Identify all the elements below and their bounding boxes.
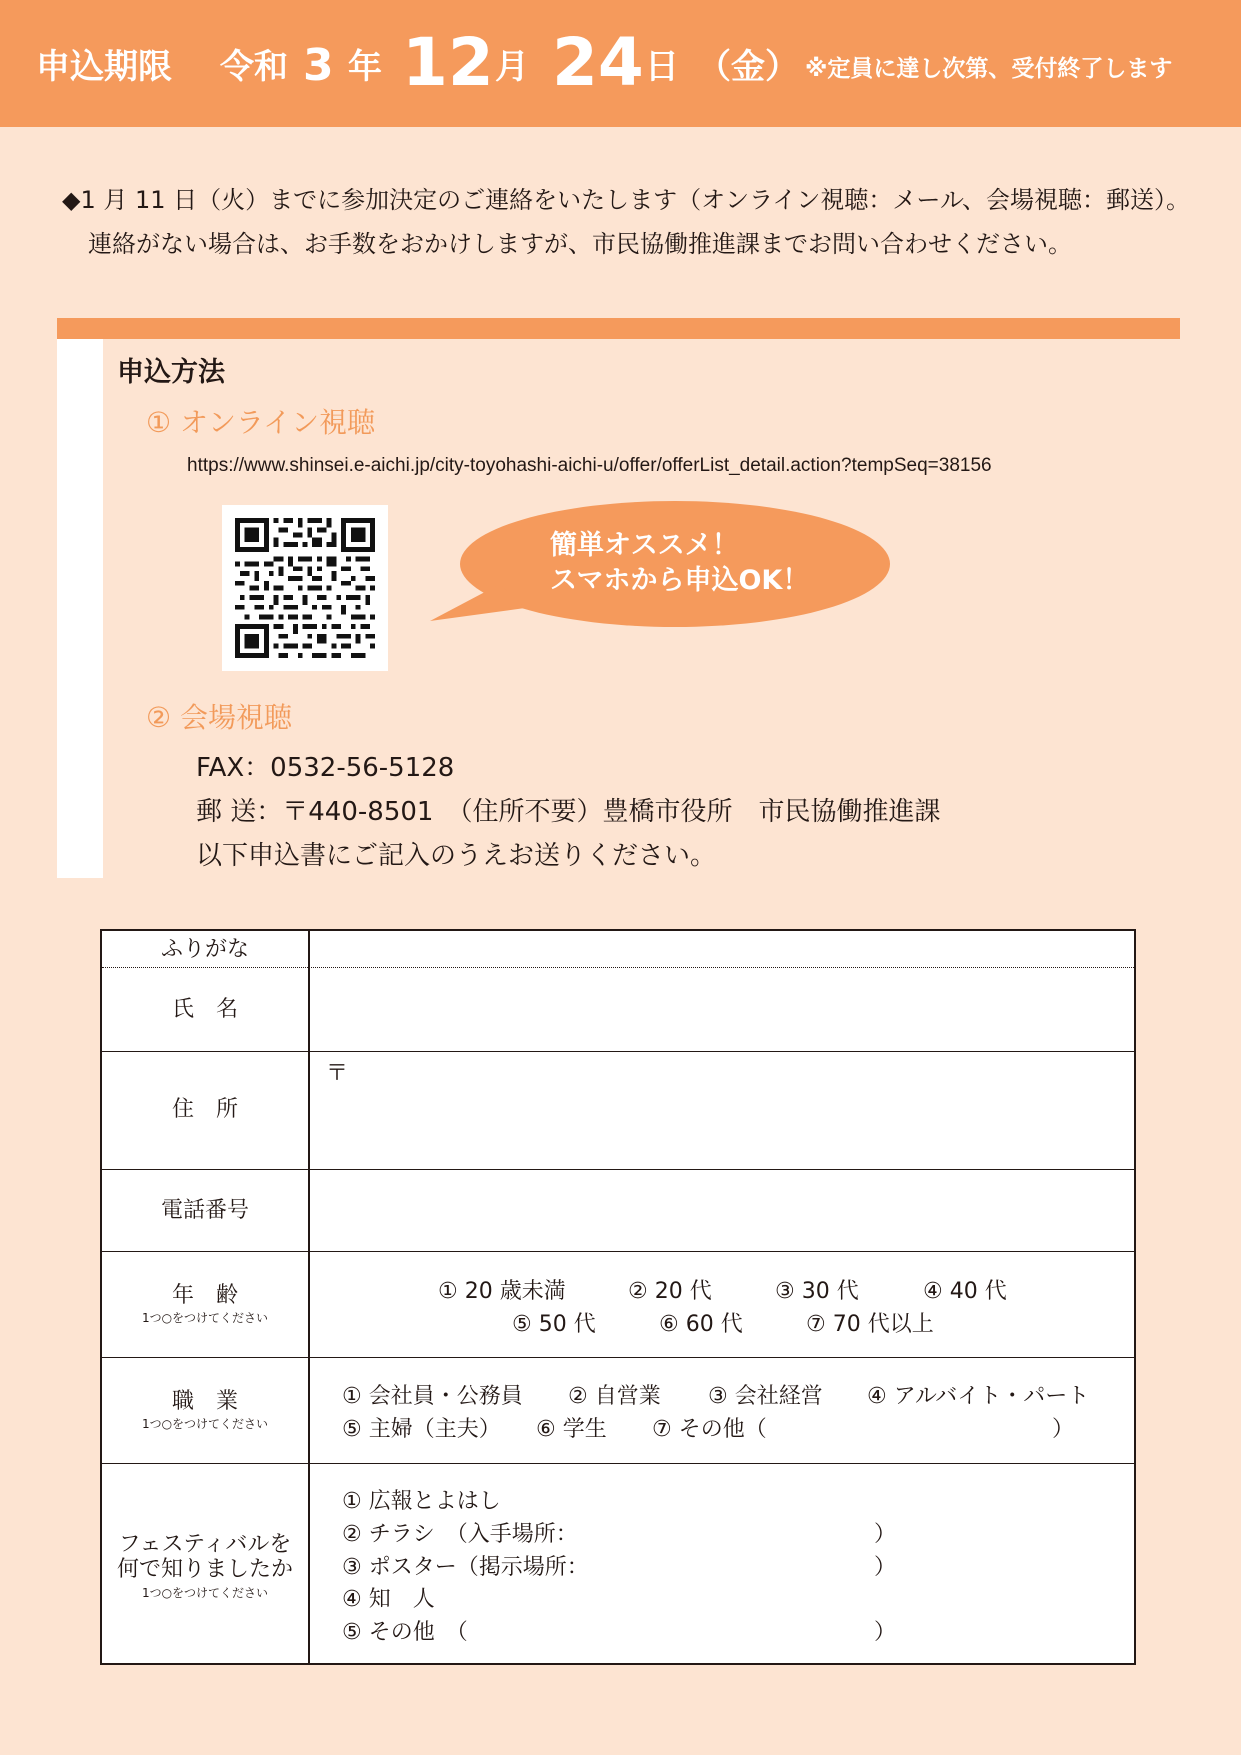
- name-label: 氏 名: [171, 997, 238, 1022]
- phone-field[interactable]: [312, 1171, 1134, 1249]
- job-close-paren: ）: [1052, 1417, 1075, 1442]
- job-option[interactable]: ⑤ 主婦（主夫）: [342, 1417, 501, 1442]
- age-option[interactable]: ⑥ 60 代: [659, 1312, 743, 1337]
- deadline-year: 3: [303, 40, 334, 91]
- age-label: 年 齢: [171, 1283, 238, 1308]
- job-option[interactable]: ⑥ 学生: [536, 1417, 607, 1442]
- source-close-paren: ）: [874, 1620, 897, 1645]
- deadline-banner: [0, 0, 1241, 127]
- age-option[interactable]: ② 20 代: [628, 1279, 712, 1304]
- mail-instruction: 以下申込書にご記入のうえお送りください。: [196, 841, 717, 871]
- row-divider: [102, 967, 1134, 968]
- mail-address: 郵 送：〒440-8501 （住所不要）豊橋市役所 市民協働推進課: [196, 797, 941, 827]
- age-option[interactable]: ④ 40 代: [923, 1279, 1007, 1304]
- fax-number: FAX：0532-56-5128: [196, 753, 455, 783]
- source-option[interactable]: ③ ポスター（掲示場所：: [342, 1555, 589, 1580]
- row-divider: [102, 1251, 1134, 1252]
- source-close-paren: ）: [874, 1555, 897, 1580]
- source-label-line-2: 何で知りましたか: [116, 1557, 293, 1583]
- method-section-bar: [57, 318, 1180, 339]
- method-title: 申込方法: [117, 357, 225, 388]
- source-option[interactable]: ② チラシ （入手場所：: [342, 1522, 578, 1547]
- job-option[interactable]: ① 会社員・公務員: [342, 1384, 523, 1409]
- online-viewing-title: ① オンライン視聴: [146, 406, 376, 439]
- deadline-day: 24: [552, 24, 644, 101]
- deadline-era: 令和: [220, 47, 288, 87]
- deadline-year-unit: 年: [348, 47, 382, 87]
- age-option[interactable]: ③ 30 代: [775, 1279, 859, 1304]
- bubble-text-line-1: 簡単オススメ！: [550, 530, 739, 561]
- notice-line-2: 連絡がない場合は、お手数をおかけしますが、市民協働推進課までお問い合わせください。: [88, 230, 1072, 258]
- address-label: 住 所: [171, 1097, 238, 1122]
- age-label-group: [102, 1283, 308, 1324]
- phone-label: 電話番号: [160, 1198, 249, 1223]
- deadline-weekday: （金）: [697, 47, 799, 87]
- source-option[interactable]: ① 広報とよはし: [342, 1489, 501, 1514]
- address-field[interactable]: [312, 1053, 1134, 1167]
- deadline-month: 12: [402, 24, 494, 101]
- name-field[interactable]: [312, 969, 1134, 1049]
- source-close-paren: ）: [874, 1522, 897, 1547]
- job-label-group: [102, 1389, 308, 1430]
- job-option[interactable]: ③ 会社経営: [708, 1384, 823, 1409]
- source-option[interactable]: ④ 知 人: [342, 1587, 435, 1612]
- column-divider: [308, 931, 310, 1663]
- method-section-panel: [57, 339, 103, 878]
- furigana-label: ふりがな: [160, 937, 249, 962]
- job-option[interactable]: ⑦ その他（: [652, 1417, 767, 1442]
- job-label: 職 業: [171, 1389, 238, 1414]
- notice-line-1: ◆1 月 11 日（火）までに参加決定のご連絡をいたします（オンライン視聴：メール、会場視聴：郵送）。: [62, 186, 1191, 214]
- age-option[interactable]: ① 20 歳未満: [438, 1279, 566, 1304]
- source-label-line-1: フェスティバルを: [118, 1532, 292, 1557]
- furigana-field[interactable]: [312, 931, 1134, 966]
- row-divider: [102, 1169, 1134, 1170]
- application-url-link[interactable]: https://www.shinsei.e-aichi.jp/city-toyohashi-aichi-u/offer/offerList_detail.action?tempSeq=38156: [187, 455, 992, 476]
- age-note: 1つ○をつけてください: [141, 1311, 269, 1326]
- qr-code-icon[interactable]: [222, 505, 388, 671]
- deadline-day-unit: 日: [645, 47, 679, 87]
- venue-viewing-title: ② 会場視聴: [146, 701, 293, 734]
- deadline-label: 申込期限: [36, 47, 172, 87]
- job-option[interactable]: ② 自営業: [568, 1384, 661, 1409]
- age-option[interactable]: ⑤ 50 代: [512, 1312, 596, 1337]
- capacity-note: ※定員に達し次第、受付終了します: [805, 56, 1173, 82]
- bubble-text-line-2: スマホから申込OK！: [550, 565, 810, 596]
- job-option[interactable]: ④ アルバイト・パート: [867, 1384, 1090, 1409]
- job-note: 1つ○をつけてください: [141, 1417, 269, 1432]
- application-form-table: [100, 929, 1136, 1665]
- postal-mark: 〒: [326, 1061, 349, 1086]
- row-divider: [102, 1357, 1134, 1358]
- qr-code-graphic: [235, 518, 375, 658]
- row-divider: [102, 1463, 1134, 1464]
- deadline-month-unit: 月: [495, 47, 529, 87]
- source-label-group: [102, 1532, 308, 1599]
- age-option[interactable]: ⑦ 70 代以上: [806, 1312, 934, 1337]
- source-option[interactable]: ⑤ その他 （: [342, 1620, 468, 1645]
- source-note: 1つ○をつけてください: [141, 1585, 269, 1600]
- row-divider: [102, 1051, 1134, 1052]
